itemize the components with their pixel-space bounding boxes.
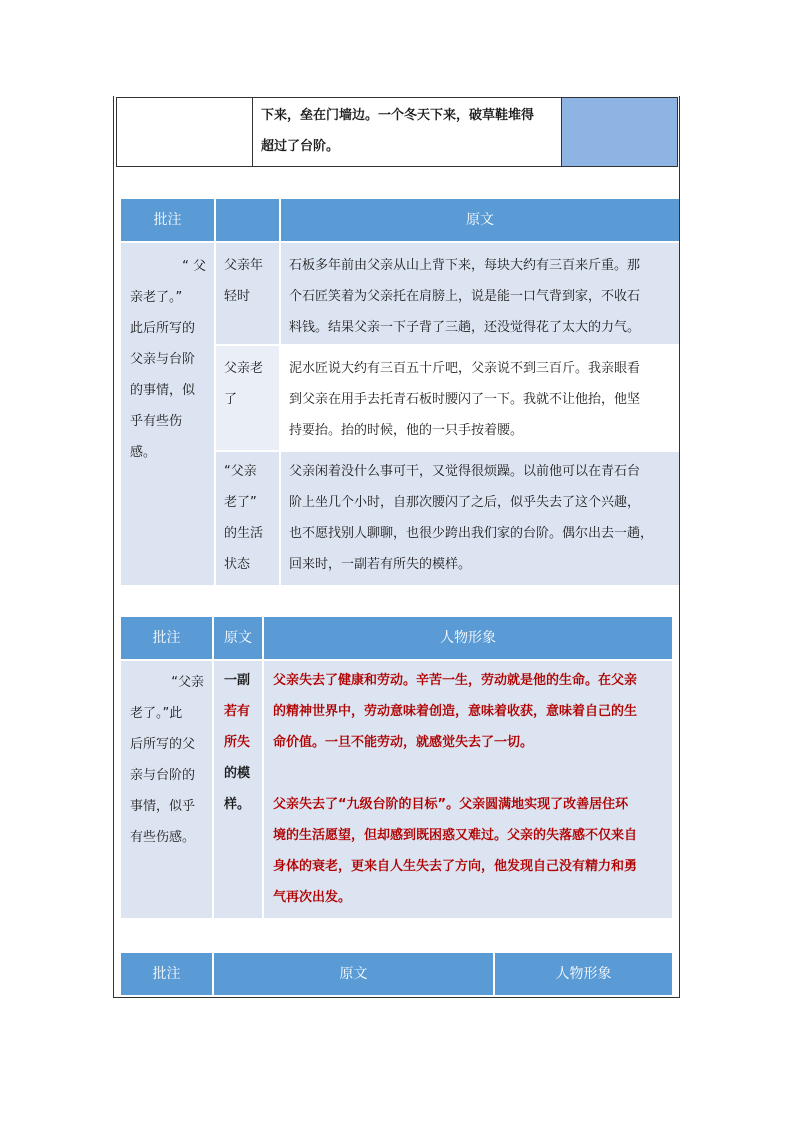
table2-annotation-line: 乎有些伤感。 bbox=[130, 414, 183, 460]
table1-blank-cell bbox=[116, 97, 253, 167]
table2-row2-line: 泥水匠说大约有三百五十斤吧，父亲说不到三百斤。我亲眼看 bbox=[289, 361, 641, 376]
table3-header-character: 人物形象 bbox=[264, 617, 672, 659]
table3-para2-line: 父亲失去了“九级台阶的目标”。父亲圆满地实现了改善居住环 bbox=[273, 797, 629, 812]
table2-row2-text bbox=[281, 346, 679, 450]
table1-text-cell bbox=[252, 97, 562, 167]
table3-quote-line: 一副 bbox=[224, 673, 251, 688]
table2-row2-line: 到父亲在用手去托青石板时腰闪了一下。我就不让他抬，他坚 bbox=[289, 392, 641, 407]
table2-header-label bbox=[216, 199, 279, 241]
table2-row1-line: 个石匠笑着为父亲托在肩膀上，说是能一口气背到家，不收石 bbox=[289, 289, 641, 304]
table2-row3-label-line: 状态 bbox=[224, 557, 251, 572]
table3-header-annotation: 批注 bbox=[121, 617, 212, 659]
table1-line-1: 下来，垒在门墙边。一个冬天下来，破草鞋堆得 bbox=[261, 108, 535, 123]
table4-header-character: 人物形象 bbox=[495, 953, 672, 995]
table3-quote-line: 样。 bbox=[224, 797, 251, 812]
table2-annotation-line: 的事情，似 bbox=[130, 383, 196, 398]
table3-quote-line: 所失 bbox=[224, 735, 251, 750]
table2-annotation-line: 亲老了。” bbox=[130, 290, 183, 305]
table2-annotation-line: “ 父 bbox=[182, 259, 206, 274]
table2-annotation-line: 父亲与台阶 bbox=[130, 352, 196, 367]
table2-row2-label-line: 父亲老 bbox=[224, 361, 264, 376]
table4-header-original: 原文 bbox=[214, 953, 493, 995]
table2-annotation-line: 此后所写的 bbox=[130, 321, 196, 336]
table2-row3-text bbox=[281, 452, 679, 585]
table2-row3-line: 回来时，一副若有所失的模样。 bbox=[289, 557, 472, 572]
table3-header-original: 原文 bbox=[214, 617, 262, 659]
table3-spacer bbox=[273, 758, 664, 789]
table2-header-original: 原文 bbox=[281, 199, 679, 241]
table2-row3-line: 父亲闲着没什么事可干，又觉得很烦躁。以前他可以在青石台 bbox=[289, 464, 641, 479]
table4-header-annotation: 批注 bbox=[121, 953, 212, 995]
table2-row3-label bbox=[216, 452, 279, 585]
table2-row2-label bbox=[216, 346, 279, 450]
table3-character-cell bbox=[264, 661, 672, 918]
table3-annotation-line: 有些伤感。 bbox=[130, 830, 196, 845]
table3-para2-line: 气再次出发。 bbox=[273, 890, 352, 905]
table2-row1-label-line: 父亲年 bbox=[224, 258, 264, 273]
table3-quote-line: 若有 bbox=[224, 704, 251, 719]
table3-annotation-cell bbox=[121, 661, 212, 918]
table3-annotation-line: 老了。”此 bbox=[130, 706, 183, 721]
table3-para1-line: 父亲失去了健康和劳动。辛苦一生，劳动就是他的生命。在父亲 bbox=[273, 673, 638, 688]
table3-para1-line: 命价值。一旦不能劳动，就感觉失去了一切。 bbox=[273, 735, 534, 750]
table2-row3-label-line: 的生活 bbox=[224, 526, 264, 541]
table2-row1-text bbox=[281, 243, 679, 344]
table3-annotation-line: 事情，似乎 bbox=[130, 799, 196, 814]
table3-annotation-line: 后所写的父 bbox=[130, 737, 196, 752]
table2-row1-label bbox=[216, 243, 279, 344]
table2-row2-line: 持要抬。抬的时候，他的一只手按着腰。 bbox=[289, 423, 524, 438]
table3-quote-line: 的模 bbox=[224, 766, 251, 781]
table2-row1-line: 石板多年前由父亲从山上背下来，每块大约有三百来斤重。那 bbox=[289, 258, 641, 273]
table2-annotation-cell bbox=[121, 243, 214, 585]
table2-row2-label-line: 了 bbox=[224, 392, 238, 407]
table2-row3-line: 也不愿找别人聊聊，也很少跨出我们家的台阶。偶尔出去一趟， bbox=[289, 526, 654, 541]
table2-row3-label-line: “父亲 bbox=[224, 464, 257, 479]
table3-annotation-line: 亲与台阶的 bbox=[130, 768, 196, 783]
table3-para2-line: 身体的衰老，更来自人生失去了方向，他发现自己没有精力和勇 bbox=[273, 859, 638, 874]
table2-row3-line: 阶上坐几个小时，自那次腰闪了之后，似乎失去了这个兴趣， bbox=[289, 495, 641, 510]
table2-header-annotation: 批注 bbox=[121, 199, 214, 241]
table3-para2-line: 境的生活愿望，但却感到既困惑又难过。父亲的失落感不仅来自 bbox=[273, 828, 638, 843]
table2-row1-line: 料钱。结果父亲一下子背了三趟，还没觉得花了太大的力气。 bbox=[289, 320, 641, 335]
table1-line-2: 超过了台阶。 bbox=[261, 139, 340, 154]
table2-row3-label-line: 老了” bbox=[224, 495, 257, 510]
table1-accent-cell bbox=[561, 97, 678, 167]
table3-para1-line: 的精神世界中，劳动意味着创造，意味着收获，意味着自己的生 bbox=[273, 704, 638, 719]
table3-quote-cell bbox=[214, 661, 262, 918]
table3-annotation-line: “父亲 bbox=[171, 675, 204, 690]
table2-row1-label-line: 轻时 bbox=[224, 289, 251, 304]
